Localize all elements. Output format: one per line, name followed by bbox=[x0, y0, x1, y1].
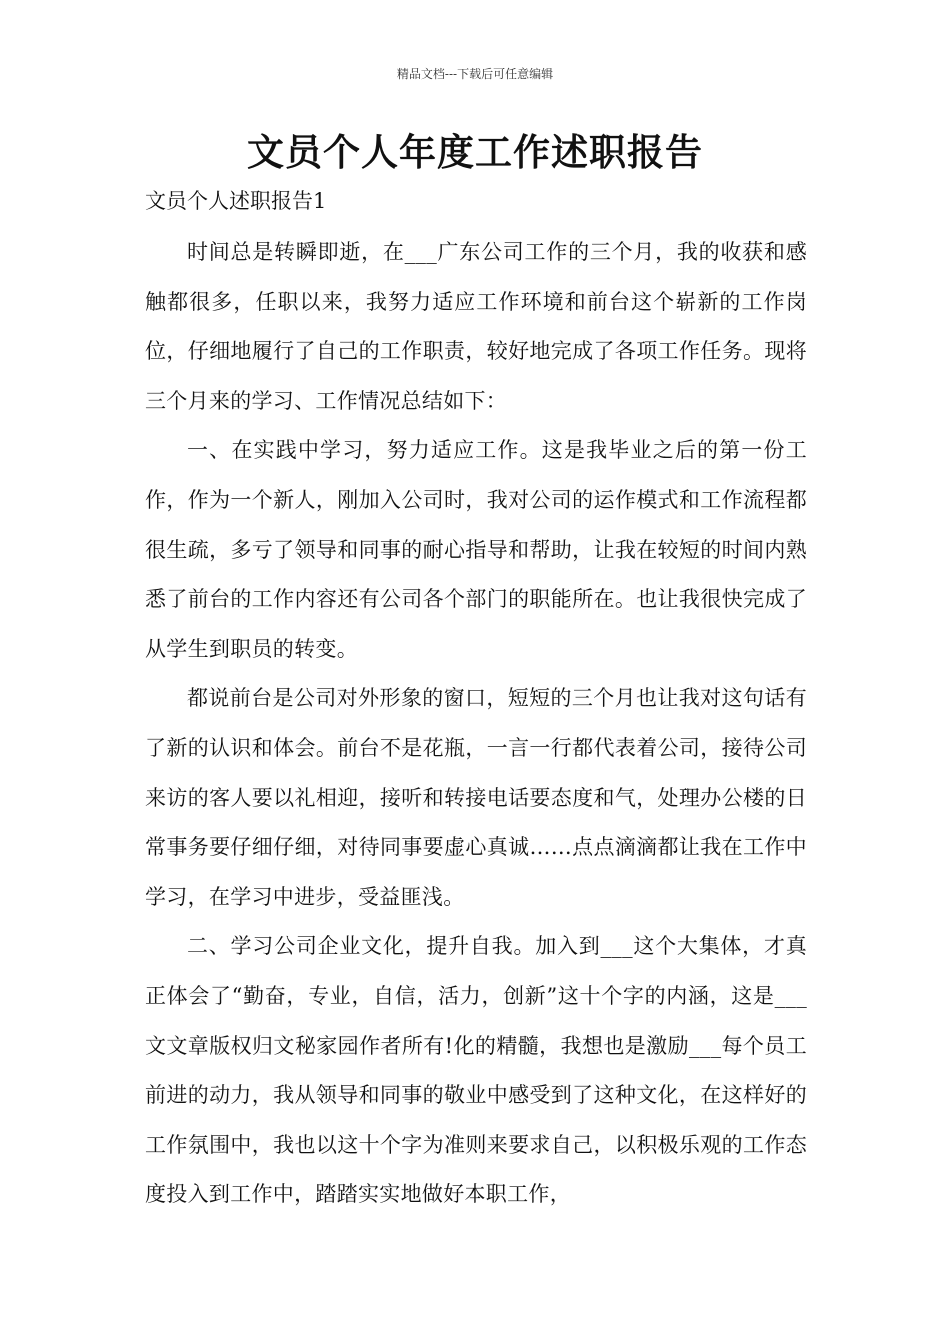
document-title: 文员个人年度工作述职报告 bbox=[247, 130, 703, 174]
document-body bbox=[145, 228, 807, 1220]
document-subtitle: 文员个人述职报告1 bbox=[145, 189, 327, 213]
paragraph: 二、学习公司企业文化，提升自我。加入到___这个大集体，才真正体会了“勤奋，专业，自信，活力，创新”这十个字的内涵，这是___文文章版权归文秘家园作者所有!化的精髓，我想也是激励___每个员工前进的动力，我从领导和同事的敬业中感受到了这种文化，在这样好的工作氛围中，我也以这十个字为准则来要求自己，以积极乐观的工作态度投入到工作中，踏踏实实地做好本职工作， bbox=[145, 934, 807, 1207]
paragraph: 时间总是转瞬即逝，在___广东公司工作的三个月，我的收获和感触都很多，任职以来，我努力适应工作环境和前台这个崭新的工作岗位，仔细地履行了自己的工作职责，较好地完成了各项工作任务。现将三个月来的学习、工作情况总结如下： bbox=[145, 240, 807, 413]
paragraph: 一、在实践中学习，努力适应工作。这是我毕业之后的第一份工作，作为一个新人，刚加入公司时，我对公司的运作模式和工作流程都很生疏，多亏了领导和同事的耐心指导和帮助，让我在较短的时间内熟悉了前台的工作内容还有公司各个部门的职能所在。也让我很快完成了从学生到职员的转变。 bbox=[145, 438, 807, 661]
paragraph: 都说前台是公司对外形象的窗口，短短的三个月也让我对这句话有了新的认识和体会。前台不是花瓶，一言一行都代表着公司，接待公司来访的客人要以礼相迎，接听和转接电话要态度和气，处理办公楼的日常事务要仔细仔细，对待同事要虚心真诚……点点滴滴都让我在工作中学习，在学习中进步，受益匪浅。 bbox=[145, 686, 807, 909]
page-header: 精品文档---下载后可任意编辑 bbox=[396, 67, 554, 81]
